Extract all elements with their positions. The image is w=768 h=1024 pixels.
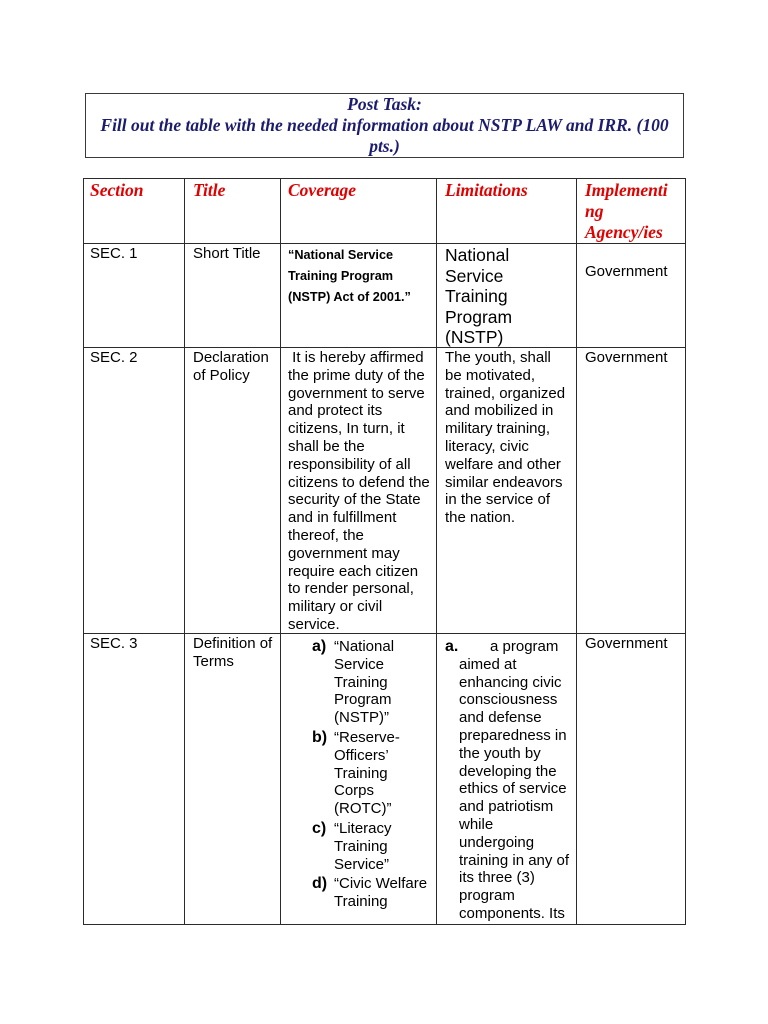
term-marker: a) [312,638,327,655]
post-task-instruction: Fill out the table with the needed information about NSTP LAW and IRR. (100 pts.) [100,115,669,156]
term-text: “Literacy Training Service” [334,819,392,873]
term-item [312,638,432,727]
term-marker: d) [312,875,328,893]
row-1-limitations-cell [437,244,577,348]
row-2-limitations: The youth, shall be motivated, trained, organized and mobilized in military training, literacy, civic welfare and other similar endeavors in the service of the nation. [437,348,577,634]
post-task-box [85,93,684,158]
term-marker: c) [312,819,327,837]
header-implementing-agency: Implementing Agency/ies [577,179,686,244]
row-3-coverage-cell [281,634,437,925]
definition-terms-list [288,638,432,911]
row-2-section: SEC. 2 [84,348,185,634]
header-limitations: Limitations [437,179,577,244]
term-item [312,729,432,818]
row-2-agency: Government [577,348,686,634]
row-1-coverage: “National Service Training Program (NSTP) Act of 2001.” [288,248,411,304]
term-text: “Reserve-Officers’ Training Corps (ROTC)” [334,728,400,818]
term-text: “National Service Training Program (NSTP)” [334,638,395,727]
row-3-agency: Government [577,634,686,925]
row-3-limitations-cell [437,634,577,925]
row-3-title: Definition of Terms [185,634,281,925]
definition-text: a program aimed at enhancing civic consciousness and defense preparedness in the youth by developing the ethics of service and patriotism while undergoing training in any of its three (3) program components. Its [459,638,570,922]
nstp-table [83,178,686,925]
term-marker: b) [312,728,328,746]
header-section: Section [84,179,185,244]
row-2-title: Declaration of Policy [185,348,281,634]
term-text: “Civic Welfare Training [334,875,428,911]
header-title: Title [185,179,281,244]
row-3-section: SEC. 3 [84,634,185,925]
row-1-agency-cell [577,244,686,348]
term-item [312,875,432,911]
header-coverage: Coverage [281,179,437,244]
row-2-coverage-cell [281,348,437,634]
row-1-agency: Government [585,263,668,280]
row-2-coverage: It is hereby affirmed the prime duty of the government to serve and protect its citizens, In turn, it shall be the responsibility of all citizens to defend the security of the State and in fulfillment thereof, the government may require each citizen to render personal, military or civil service. [288,349,434,633]
term-item [312,820,432,873]
row-1-coverage-cell [281,244,437,348]
row-1-title: Short Title [185,244,281,348]
row-3-limitations [445,638,570,923]
definition-marker: a. [445,638,459,655]
row-1-section: SEC. 1 [84,244,185,348]
row-1-limitations: National Service Training Program (NSTP) [445,245,513,347]
post-task-heading: Post Task: [347,94,422,114]
